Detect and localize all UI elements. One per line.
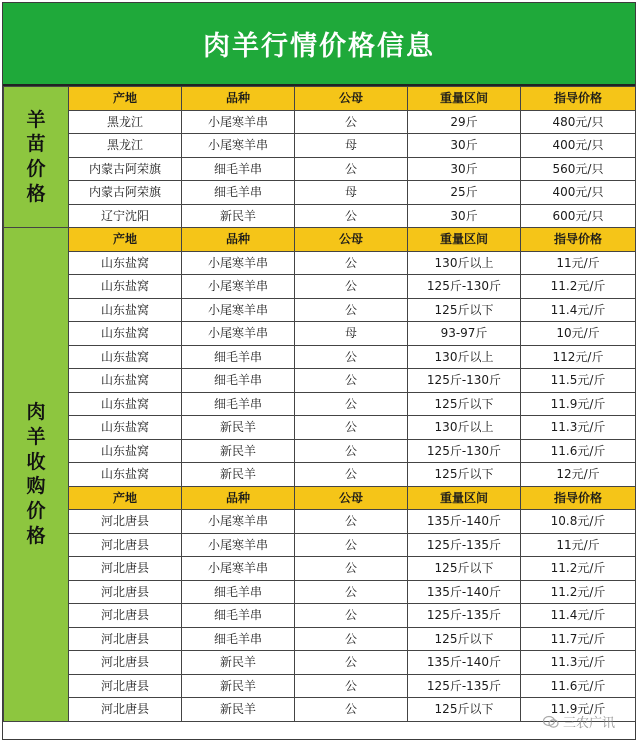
price-cell: 480元/只	[521, 110, 636, 134]
sex-cell: 公	[295, 416, 408, 440]
weight-range-cell: 125斤-130斤	[408, 439, 521, 463]
table-row	[4, 322, 636, 346]
breed-cell: 新民羊	[182, 463, 295, 487]
header-row	[4, 87, 636, 111]
price-cell: 112元/斤	[521, 345, 636, 369]
sex-cell: 公	[295, 463, 408, 487]
origin-cell: 山东盐窝	[69, 275, 182, 299]
weight-range-cell: 130斤以上	[408, 416, 521, 440]
origin-cell: 山东盐窝	[69, 369, 182, 393]
origin-cell: 山东盐窝	[69, 251, 182, 275]
table-row	[4, 416, 636, 440]
origin-cell: 山东盐窝	[69, 463, 182, 487]
header-price: 指导价格	[521, 228, 636, 252]
weight-range-cell: 30斤	[408, 204, 521, 228]
origin-cell: 河北唐县	[69, 604, 182, 628]
table-row	[4, 557, 636, 581]
price-cell: 11.3元/斤	[521, 651, 636, 675]
header-breed: 品种	[182, 87, 295, 111]
origin-cell: 黑龙江	[69, 134, 182, 158]
header-price: 指导价格	[521, 87, 636, 111]
weight-range-cell: 125斤以下	[408, 698, 521, 722]
breed-cell: 小尾寒羊串	[182, 557, 295, 581]
table-row	[4, 298, 636, 322]
weight-range-cell: 125斤以下	[408, 298, 521, 322]
header-sex: 公母	[295, 228, 408, 252]
breed-cell: 小尾寒羊串	[182, 251, 295, 275]
breed-cell: 细毛羊串	[182, 627, 295, 651]
header-row	[4, 486, 636, 510]
table-row	[4, 345, 636, 369]
breed-cell: 小尾寒羊串	[182, 533, 295, 557]
price-cell: 11元/斤	[521, 533, 636, 557]
table-row	[4, 580, 636, 604]
table-row	[4, 157, 636, 181]
wechat-icon	[543, 715, 559, 729]
weight-range-cell: 135斤-140斤	[408, 580, 521, 604]
weight-range-cell: 25斤	[408, 181, 521, 205]
weight-range-cell: 125斤-135斤	[408, 674, 521, 698]
sex-cell: 公	[295, 557, 408, 581]
breed-cell: 新民羊	[182, 416, 295, 440]
price-cell: 12元/斤	[521, 463, 636, 487]
sex-cell: 公	[295, 510, 408, 534]
table-row	[4, 604, 636, 628]
table-row	[4, 181, 636, 205]
origin-cell: 山东盐窝	[69, 392, 182, 416]
origin-cell: 河北唐县	[69, 510, 182, 534]
origin-cell: 河北唐县	[69, 698, 182, 722]
price-sheet	[2, 2, 636, 740]
weight-range-cell: 125斤以下	[408, 627, 521, 651]
origin-cell: 黑龙江	[69, 110, 182, 134]
table-row	[4, 533, 636, 557]
breed-cell: 细毛羊串	[182, 157, 295, 181]
origin-cell: 河北唐县	[69, 580, 182, 604]
origin-cell: 内蒙古阿荣旗	[69, 181, 182, 205]
origin-cell: 河北唐县	[69, 533, 182, 557]
weight-range-cell: 125斤以下	[408, 463, 521, 487]
price-cell: 560元/只	[521, 157, 636, 181]
watermark	[543, 712, 615, 731]
weight-range-cell: 30斤	[408, 134, 521, 158]
header-breed: 品种	[182, 228, 295, 252]
table-row	[4, 627, 636, 651]
price-cell: 11.6元/斤	[521, 674, 636, 698]
table-row	[4, 392, 636, 416]
section-label-cell	[4, 228, 69, 722]
weight-range-cell: 125斤-130斤	[408, 275, 521, 299]
sex-cell: 公	[295, 627, 408, 651]
table-row	[4, 439, 636, 463]
table-row	[4, 698, 636, 722]
sex-cell: 公	[295, 110, 408, 134]
breed-cell: 小尾寒羊串	[182, 322, 295, 346]
header-weight-range: 重量区间	[408, 228, 521, 252]
price-cell: 11.5元/斤	[521, 369, 636, 393]
breed-cell: 小尾寒羊串	[182, 510, 295, 534]
origin-cell: 山东盐窝	[69, 298, 182, 322]
sex-cell: 公	[295, 204, 408, 228]
origin-cell: 辽宁沈阳	[69, 204, 182, 228]
breed-cell: 小尾寒羊串	[182, 298, 295, 322]
weight-range-cell: 125斤-135斤	[408, 604, 521, 628]
table-row	[4, 510, 636, 534]
price-table-body	[4, 87, 636, 722]
section-label: 羊苗价格	[26, 108, 46, 205]
header-row	[4, 228, 636, 252]
sex-cell: 母	[295, 181, 408, 205]
sex-cell: 公	[295, 392, 408, 416]
sex-cell: 公	[295, 651, 408, 675]
breed-cell: 小尾寒羊串	[182, 110, 295, 134]
origin-cell: 内蒙古阿荣旗	[69, 157, 182, 181]
price-cell: 11.7元/斤	[521, 627, 636, 651]
header-origin: 产地	[69, 228, 182, 252]
origin-cell: 河北唐县	[69, 674, 182, 698]
breed-cell: 细毛羊串	[182, 345, 295, 369]
table-row	[4, 110, 636, 134]
sex-cell: 母	[295, 134, 408, 158]
weight-range-cell: 125斤-130斤	[408, 369, 521, 393]
breed-cell: 新民羊	[182, 698, 295, 722]
section-label-cell	[4, 87, 69, 228]
sex-cell: 公	[295, 251, 408, 275]
header-breed: 品种	[182, 486, 295, 510]
price-cell: 11.3元/斤	[521, 416, 636, 440]
sex-cell: 公	[295, 580, 408, 604]
header-weight-range: 重量区间	[408, 87, 521, 111]
breed-cell: 新民羊	[182, 204, 295, 228]
header-price: 指导价格	[521, 486, 636, 510]
price-cell: 10.8元/斤	[521, 510, 636, 534]
weight-range-cell: 130斤以上	[408, 345, 521, 369]
table-row	[4, 369, 636, 393]
table-row	[4, 134, 636, 158]
price-cell: 11.2元/斤	[521, 557, 636, 581]
weight-range-cell: 135斤-140斤	[408, 510, 521, 534]
sex-cell: 公	[295, 698, 408, 722]
origin-cell: 山东盐窝	[69, 439, 182, 463]
weight-range-cell: 93-97斤	[408, 322, 521, 346]
sex-cell: 公	[295, 345, 408, 369]
price-cell: 11.9元/斤	[521, 392, 636, 416]
sex-cell: 公	[295, 369, 408, 393]
sex-cell: 公	[295, 533, 408, 557]
price-cell: 400元/只	[521, 134, 636, 158]
header-origin: 产地	[69, 486, 182, 510]
breed-cell: 小尾寒羊串	[182, 275, 295, 299]
breed-cell: 细毛羊串	[182, 604, 295, 628]
weight-range-cell: 125斤以下	[408, 392, 521, 416]
origin-cell: 河北唐县	[69, 627, 182, 651]
origin-cell: 山东盐窝	[69, 322, 182, 346]
price-cell: 11.6元/斤	[521, 439, 636, 463]
price-cell: 11元/斤	[521, 251, 636, 275]
price-cell: 400元/只	[521, 181, 636, 205]
table-row	[4, 651, 636, 675]
origin-cell: 山东盐窝	[69, 345, 182, 369]
sex-cell: 公	[295, 298, 408, 322]
header-sex: 公母	[295, 486, 408, 510]
sex-cell: 公	[295, 157, 408, 181]
header-origin: 产地	[69, 87, 182, 111]
price-cell: 11.9元/斤	[521, 698, 636, 722]
breed-cell: 细毛羊串	[182, 580, 295, 604]
weight-range-cell: 130斤以上	[408, 251, 521, 275]
price-cell: 10元/斤	[521, 322, 636, 346]
price-cell: 11.2元/斤	[521, 275, 636, 299]
weight-range-cell: 30斤	[408, 157, 521, 181]
breed-cell: 新民羊	[182, 439, 295, 463]
watermark-text: 三农广讯	[562, 716, 615, 731]
table-row	[4, 463, 636, 487]
weight-range-cell: 135斤-140斤	[408, 651, 521, 675]
section-label: 肉羊收购价格	[26, 401, 46, 547]
weight-range-cell: 125斤以下	[408, 557, 521, 581]
sex-cell: 公	[295, 604, 408, 628]
sex-cell: 公	[295, 674, 408, 698]
price-cell: 11.4元/斤	[521, 298, 636, 322]
breed-cell: 细毛羊串	[182, 392, 295, 416]
sex-cell: 公	[295, 275, 408, 299]
origin-cell: 山东盐窝	[69, 416, 182, 440]
price-cell: 11.4元/斤	[521, 604, 636, 628]
breed-cell: 细毛羊串	[182, 181, 295, 205]
origin-cell: 河北唐县	[69, 557, 182, 581]
price-cell: 600元/只	[521, 204, 636, 228]
breed-cell: 新民羊	[182, 651, 295, 675]
sex-cell: 母	[295, 322, 408, 346]
price-cell: 11.2元/斤	[521, 580, 636, 604]
breed-cell: 细毛羊串	[182, 369, 295, 393]
origin-cell: 河北唐县	[69, 651, 182, 675]
header-weight-range: 重量区间	[408, 486, 521, 510]
table-row	[4, 204, 636, 228]
table-row	[4, 674, 636, 698]
title-banner	[3, 3, 635, 86]
price-table	[3, 86, 636, 722]
breed-cell: 小尾寒羊串	[182, 134, 295, 158]
page-title: 肉羊行情价格信息	[203, 31, 435, 62]
header-sex: 公母	[295, 87, 408, 111]
sex-cell: 公	[295, 439, 408, 463]
weight-range-cell: 29斤	[408, 110, 521, 134]
table-row	[4, 251, 636, 275]
weight-range-cell: 125斤-135斤	[408, 533, 521, 557]
table-row	[4, 275, 636, 299]
breed-cell: 新民羊	[182, 674, 295, 698]
